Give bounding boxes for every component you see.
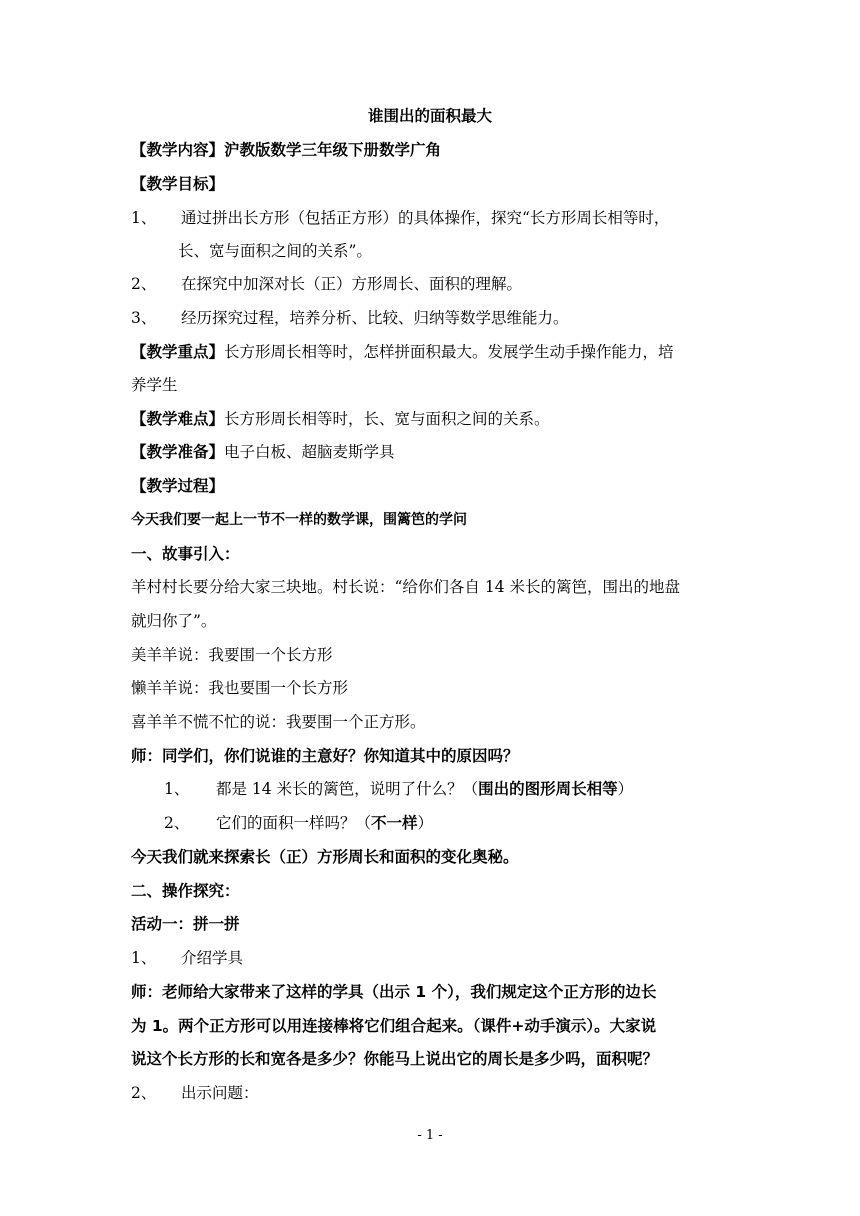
prep-label: 【教学准备】 xyxy=(131,443,225,461)
question-2 xyxy=(164,812,730,834)
question-answer: 不一样 xyxy=(371,814,418,832)
section1-heading: 一、故事引入： xyxy=(131,545,240,563)
goal-number: 3、 xyxy=(131,309,157,327)
step-text: 介绍学具 xyxy=(181,949,244,967)
key-point-text: 长方形周长相等时，怎样拼面积最大。发展学生动手操作能力，培 xyxy=(224,343,674,361)
question-text: 它们的面积一样吗？（ xyxy=(216,814,372,832)
question-text: 都是 14 米长的篱笆，说明了什么？（ xyxy=(216,780,479,798)
difficulty-label: 【教学难点】 xyxy=(131,410,225,428)
content-row xyxy=(131,139,730,161)
section2-heading: 二、操作探究： xyxy=(131,882,240,900)
process-label: 【教学过程】 xyxy=(131,477,225,495)
step-2 xyxy=(131,1082,730,1104)
goal-item-3 xyxy=(131,307,730,329)
teacher-line-1: 师：老师给大家带来了这样的学具（出示 1 个），我们规定这个正方形的边长 xyxy=(131,983,657,1001)
goal-text: 经历探究过程，培养分析、比较、归纳等数学思维能力。 xyxy=(181,309,569,327)
step-1 xyxy=(131,947,730,969)
question-number: 1、 xyxy=(164,780,190,798)
key-point-label: 【教学重点】 xyxy=(131,343,225,361)
step-number: 2、 xyxy=(131,1084,157,1102)
goal-number: 1、 xyxy=(131,209,157,227)
difficulty-text: 长方形周长相等时，长、宽与面积之间的关系。 xyxy=(224,410,550,428)
story-line-2: 就归你了”。 xyxy=(131,612,217,630)
question-1 xyxy=(164,778,730,800)
goal-number: 2、 xyxy=(131,275,157,293)
prep-row xyxy=(131,441,730,463)
goals-label: 【教学目标】 xyxy=(131,175,225,193)
difficulty-row xyxy=(131,408,730,430)
goal-text: 通过拼出长方形（包括正方形）的具体操作，探究“长方形周长相等时， xyxy=(181,209,670,227)
page-title: 谁围出的面积最大 xyxy=(367,106,492,125)
teacher-line-2: 为 1。两个正方形可以用连接棒将它们组合起来。（课件+动手演示）。大家说 xyxy=(131,1017,657,1035)
goal-item-1-cont: 长、宽与面积之间的关系”。 xyxy=(178,242,372,260)
question-end: ） xyxy=(417,814,434,832)
conclusion-line: 今天我们就来探索长（正）方形周长和面积的变化奥秘。 xyxy=(131,848,519,866)
prep-text: 电子白板、超脑麦斯学具 xyxy=(224,443,395,461)
goal-item-2 xyxy=(131,273,730,295)
story-speech-2: 懒羊羊说：我也要围一个长方形 xyxy=(131,679,349,697)
story-speech-3: 喜羊羊不慌不忙的说：我要围一个正方形。 xyxy=(131,713,426,731)
goal-text: 在探究中加深对长（正）方形周长、面积的理解。 xyxy=(181,275,523,293)
step-number: 1、 xyxy=(131,949,157,967)
teacher-line-3: 说这个长方形的长和宽各是多少？你能马上说出它的周长是多少吗，面积呢？ xyxy=(131,1050,659,1068)
question-end: ） xyxy=(617,780,634,798)
intro-line: 今天我们要一起上一节不一样的数学课，围篱笆的学问 xyxy=(131,512,467,528)
teacher-question: 师：同学们，你们说谁的主意好？你知道其中的原因吗？ xyxy=(131,747,519,765)
content-text: 沪教版数学三年级下册数学广角 xyxy=(224,141,442,159)
content-label: 【教学内容】 xyxy=(131,141,225,159)
question-answer: 围出的图形周长相等 xyxy=(478,780,618,798)
key-point-row xyxy=(131,341,730,363)
key-point-cont: 养学生 xyxy=(131,376,178,394)
goal-item-1 xyxy=(131,207,730,229)
step-text: 出示问题： xyxy=(181,1084,259,1102)
page-number: - 1 - xyxy=(417,1128,443,1143)
question-number: 2、 xyxy=(164,814,190,832)
story-line-1: 羊村村长要分给大家三块地。村长说：“给你们各自 14 米长的篱笆，围出的地盘 xyxy=(131,578,681,596)
story-speech-1: 美羊羊说：我要围一个长方形 xyxy=(131,646,333,664)
activity-heading: 活动一：拼一拼 xyxy=(131,915,240,933)
